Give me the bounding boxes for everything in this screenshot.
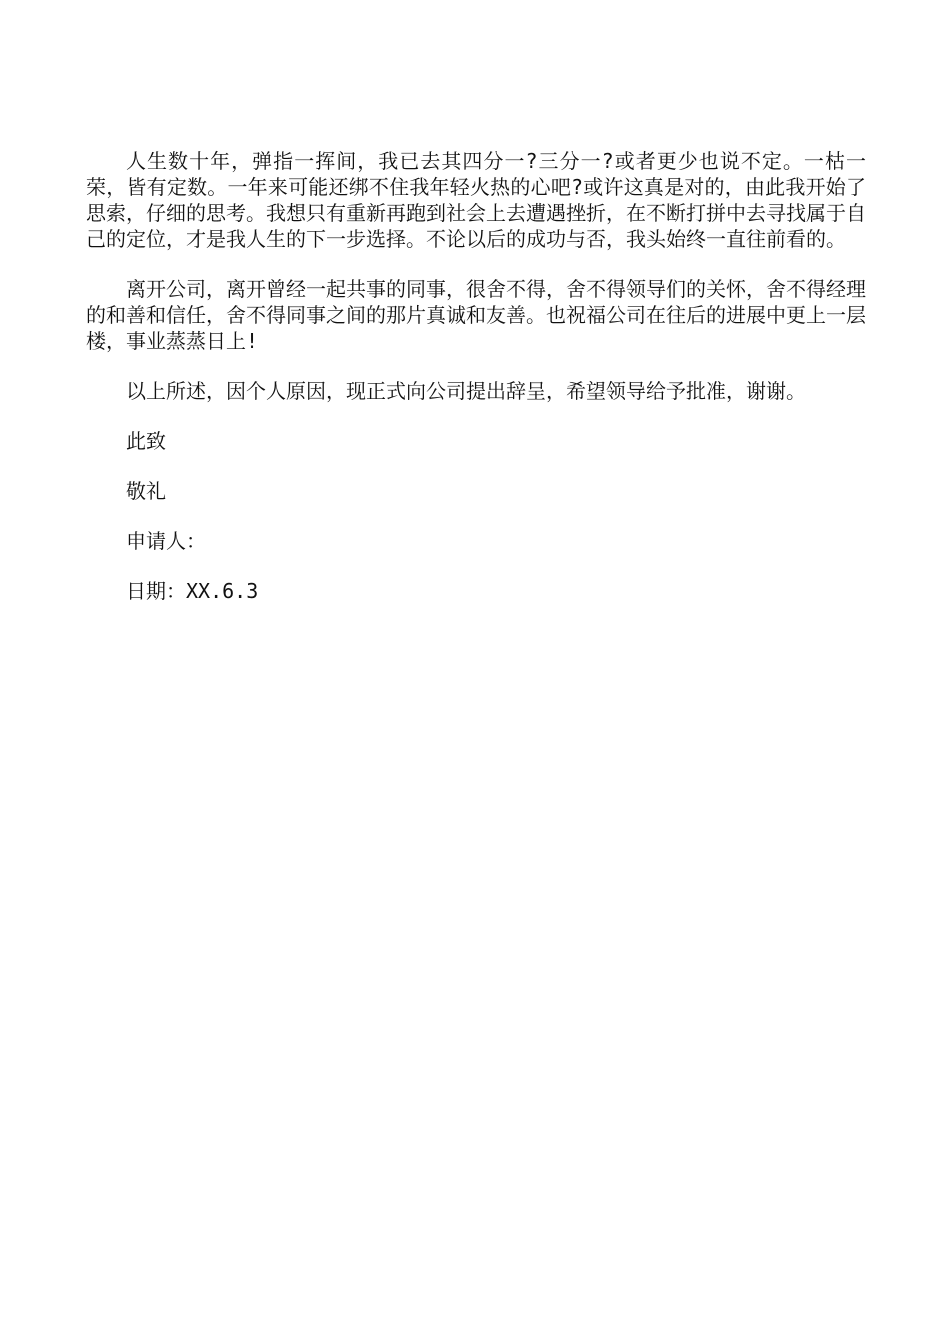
paragraph-2: 离开公司，离开曾经一起共事的同事，很舍不得，舍不得领导们的关怀，舍不得经理的和善和信任，舍不得同事之间的那片真诚和友善。也祝福公司在往后的进展中更上一层楼，事业蒸蒸日上! (86, 277, 866, 353)
date-line: 日期：XX.6.3 (126, 579, 259, 603)
paragraph-3: 以上所述，因个人原因，现正式向公司提出辞呈，希望领导给予批准，谢谢。 (126, 379, 806, 403)
letter-body (86, 148, 866, 628)
closing-salutation: 此致 (126, 429, 166, 453)
paragraph-1: 人生数十年，弹指一挥间，我已去其四分一?三分一?或者更少也说不定。一枯一荣，皆有定数。一年来可能还绑不住我年轻火热的心吧?或许这真是对的，由此我开始了思索，仔细的思考。我想只有重新再跑到社会上去遭遇挫折，在不断打拼中去寻找属于自己的定位，才是我人生的下一步选择。不论以后的成功与否，我头始终一直往前看的。 (86, 149, 866, 251)
closing-regards: 敬礼 (126, 479, 166, 503)
applicant-line: 申请人： (126, 529, 206, 553)
